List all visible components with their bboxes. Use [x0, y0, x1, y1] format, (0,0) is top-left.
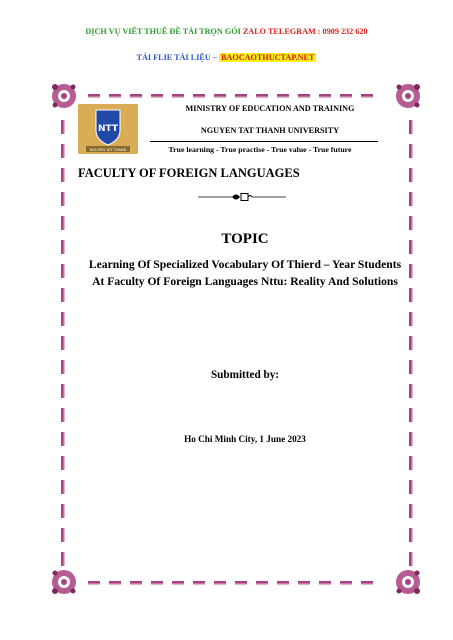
university-name: NGUYEN TAT THANH UNIVERSITY	[200, 126, 340, 135]
border-bar-shade	[412, 288, 413, 302]
border-bar	[61, 216, 64, 230]
city-date: Ho Chi Minh City, 1 June 2023	[184, 434, 306, 444]
border-bar-shade	[412, 504, 413, 518]
border-bar	[61, 456, 64, 470]
border-bar	[61, 384, 64, 398]
border-bar	[61, 480, 64, 494]
header-divider	[150, 141, 378, 142]
promo-service-text: DỊCH VỤ VIẾT THUÊ ĐỀ TÀI TRỌN GÓI	[85, 27, 243, 36]
border-bar-shade	[88, 584, 100, 585]
university-motto: True learning - True practise - True value - True future	[168, 145, 352, 154]
border-bar-shade	[109, 97, 121, 98]
border-bar-shade	[412, 336, 413, 350]
thesis-title-line-1: Learning Of Specialized Vocabulary Of Thierd – Year Students	[88, 258, 402, 271]
ntt-shield-icon	[78, 104, 138, 154]
border-bar-shade	[64, 288, 65, 302]
border-bar-shade	[64, 120, 65, 134]
border-bar-shade	[277, 97, 289, 98]
border-bar	[61, 336, 64, 350]
border-bar-shade	[64, 384, 65, 398]
border-bar-shade	[88, 97, 100, 98]
border-bar	[409, 216, 412, 230]
border-bar	[340, 94, 352, 97]
border-bar-shade	[256, 584, 268, 585]
border-bar-shade	[64, 552, 65, 566]
border-bar	[61, 144, 64, 158]
border-bar	[277, 94, 289, 97]
border-bar-shade	[412, 168, 413, 182]
border-bar	[409, 408, 412, 422]
border-bar-shade	[298, 584, 310, 585]
border-bar-shade	[412, 456, 413, 470]
border-bar-shade	[412, 144, 413, 158]
border-bar	[172, 581, 184, 584]
border-bar-shade	[64, 408, 65, 422]
promo-website-link[interactable]: BAOCAOTHUCTAP.NET	[220, 53, 315, 62]
border-bar	[235, 94, 247, 97]
border-bar-shade	[412, 408, 413, 422]
border-bar	[130, 581, 142, 584]
promo-line-1	[0, 27, 453, 36]
border-bar-shade	[298, 97, 310, 98]
border-bar	[409, 168, 412, 182]
border-bar	[409, 528, 412, 542]
border-bar	[214, 94, 226, 97]
corner-ornament-bottom-left	[52, 570, 76, 594]
border-bar	[409, 144, 412, 158]
border-bar-shade	[412, 192, 413, 206]
border-bar	[409, 552, 412, 566]
border-bar	[409, 312, 412, 326]
border-bar-shade	[64, 192, 65, 206]
border-bar	[61, 408, 64, 422]
border-bar	[256, 94, 268, 97]
border-bar	[409, 288, 412, 302]
border-bar-shade	[412, 120, 413, 134]
border-bar	[61, 528, 64, 542]
border-bar-shade	[319, 97, 331, 98]
border-bar-shade	[130, 97, 142, 98]
border-bar-shade	[64, 504, 65, 518]
border-bar	[256, 581, 268, 584]
border-bar	[193, 581, 205, 584]
border-bar-shade	[193, 97, 205, 98]
border-bar	[319, 94, 331, 97]
border-bar-shade	[235, 584, 247, 585]
promo-contact-text: ZALO TELEGRAM : 0909 232 620	[242, 27, 368, 36]
border-bar-shade	[109, 584, 121, 585]
border-bar	[109, 94, 121, 97]
promo-line-2	[0, 53, 453, 62]
border-bar-shade	[172, 584, 184, 585]
border-bar-shade	[64, 144, 65, 158]
corner-ornament-bottom-right	[396, 570, 420, 594]
border-bar	[214, 581, 226, 584]
border-bar-shade	[130, 584, 142, 585]
submitted-by-label: Submitted by:	[210, 369, 280, 381]
border-bar	[61, 120, 64, 134]
border-bar	[409, 456, 412, 470]
border-bar-shade	[193, 584, 205, 585]
border-bar	[235, 581, 247, 584]
border-bar	[277, 581, 289, 584]
border-bar-shade	[64, 480, 65, 494]
border-bar	[109, 581, 121, 584]
border-bar-shade	[277, 584, 289, 585]
border-bar-shade	[64, 216, 65, 230]
border-bar	[409, 504, 412, 518]
border-bar-shade	[361, 97, 373, 98]
border-bar-shade	[64, 528, 65, 542]
border-bar-shade	[151, 97, 163, 98]
corner-ornament-top-right	[396, 84, 420, 108]
border-bar	[361, 581, 373, 584]
border-bar-shade	[412, 384, 413, 398]
border-bar-shade	[412, 216, 413, 230]
border-bar	[409, 192, 412, 206]
border-bar	[61, 552, 64, 566]
border-bar-shade	[412, 480, 413, 494]
logo-text: NTT	[97, 124, 119, 134]
border-bar	[172, 94, 184, 97]
ministry-heading: MINISTRY OF EDUCATION AND TRAINING	[185, 104, 355, 113]
promo-download-text: TẢI FLIE TÀI LIỆU –	[136, 53, 219, 62]
border-bar	[61, 192, 64, 206]
border-bar	[409, 120, 412, 134]
border-bar	[409, 336, 412, 350]
border-bar-shade	[64, 336, 65, 350]
border-bar	[61, 504, 64, 518]
border-bar	[319, 581, 331, 584]
border-bar-shade	[64, 168, 65, 182]
topic-heading: TOPIC	[221, 231, 269, 247]
border-bar-shade	[412, 312, 413, 326]
border-bar	[61, 168, 64, 182]
border-bar	[409, 384, 412, 398]
border-bar	[151, 94, 163, 97]
border-bar-shade	[361, 584, 373, 585]
border-bar-shade	[412, 528, 413, 542]
divider-ornament-icon	[196, 192, 288, 202]
thesis-title-line-2: At Faculty Of Foreign Languages Nttu: Reality And Solutions	[92, 275, 398, 288]
logo-caption: NGUYEN TAT THANH	[89, 148, 127, 152]
corner-ornament-top-left	[52, 84, 76, 108]
border-bar-shade	[319, 584, 331, 585]
border-bar-shade	[64, 456, 65, 470]
border-bar-shade	[340, 97, 352, 98]
border-bar	[88, 94, 100, 97]
border-bar-shade	[235, 97, 247, 98]
border-bar	[151, 581, 163, 584]
border-bar-shade	[64, 312, 65, 326]
border-bar-shade	[214, 584, 226, 585]
border-bar	[361, 94, 373, 97]
border-bar	[340, 581, 352, 584]
border-bar	[61, 312, 64, 326]
border-bar-shade	[340, 584, 352, 585]
university-logo	[78, 104, 138, 154]
border-bar	[409, 480, 412, 494]
border-bar	[298, 94, 310, 97]
border-bar-shade	[256, 97, 268, 98]
faculty-heading: FACULTY OF FOREIGN LANGUAGES	[78, 166, 300, 180]
border-bar-shade	[172, 97, 184, 98]
border-bar	[130, 94, 142, 97]
border-bar	[61, 288, 64, 302]
border-bar	[88, 581, 100, 584]
border-bar	[193, 94, 205, 97]
border-bar-shade	[412, 552, 413, 566]
border-bar-shade	[214, 97, 226, 98]
border-bar	[298, 581, 310, 584]
border-bar-shade	[151, 584, 163, 585]
